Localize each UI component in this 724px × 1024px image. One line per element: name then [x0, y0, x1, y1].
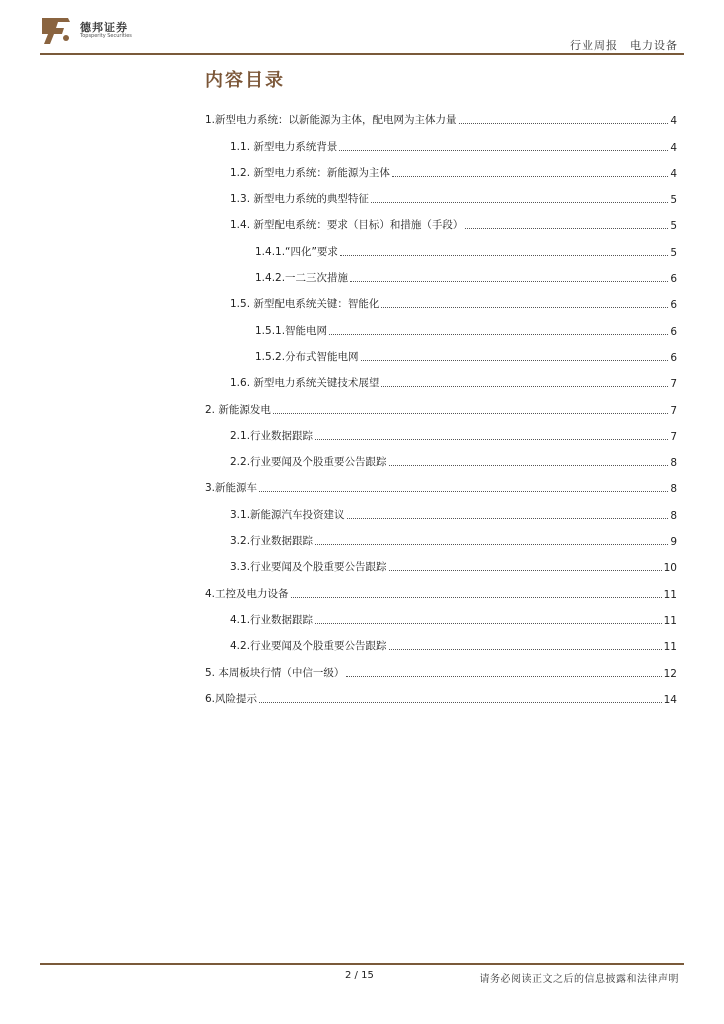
toc-entry-text: 2.2.行业要闻及个股重要公告跟踪 [230, 456, 387, 469]
toc-entry-page: 6 [670, 273, 677, 286]
toc-entry[interactable] [205, 338, 677, 364]
toc-leader-dots [259, 491, 668, 492]
toc-entry-page: 14 [663, 693, 677, 706]
toc-entry[interactable] [205, 232, 677, 258]
toc-entry-page: 6 [670, 325, 677, 338]
toc-leader-dots [346, 676, 661, 677]
toc-leader-dots [259, 702, 662, 703]
toc-entry-text: 1.5. 新型配电系统关键：智能化 [230, 298, 380, 311]
toc-entry[interactable] [205, 469, 677, 495]
toc-entry-text: 1.5.1.智能电网 [255, 324, 328, 337]
toc-entry[interactable] [205, 259, 677, 285]
toc-entry-text: 1.6. 新型电力系统关键技术展望 [230, 377, 380, 390]
toc-leader-dots [329, 334, 668, 335]
brand-subtitle: Topsperity Securities [80, 33, 132, 39]
toc-entry-page: 10 [663, 562, 677, 575]
toc-entry[interactable] [205, 127, 677, 153]
toc-entry-text: 1.4.2.一二三次措施 [255, 272, 349, 285]
toc-entry-text: 3.2.行业数据跟踪 [230, 535, 314, 548]
toc-leader-dots [389, 649, 662, 650]
toc-entry[interactable] [205, 154, 677, 180]
toc-entry[interactable] [205, 522, 677, 548]
toc-leader-dots [291, 597, 662, 598]
legal-disclaimer: 请务必阅读正文之后的信息披露和法律声明 [479, 974, 679, 985]
toc-entry-page: 7 [670, 404, 677, 417]
industry-label: 电力设备 [630, 39, 678, 52]
toc-entry-page: 4 [670, 141, 677, 154]
toc-leader-dots [381, 307, 668, 308]
toc-leader-dots [392, 176, 668, 177]
toc-leader-dots [315, 544, 668, 545]
toc-entry-page: 11 [663, 588, 677, 601]
toc-entry-text: 5. 本周板块行情（中信一级） [205, 666, 345, 679]
toc-leader-dots [339, 150, 668, 151]
toc-entry-page: 7 [670, 430, 677, 443]
toc-entry[interactable] [205, 180, 677, 206]
footer-divider [40, 963, 684, 965]
toc-leader-dots [381, 386, 668, 387]
toc-entry-text: 2. 新能源发电 [205, 403, 271, 416]
toc-entry-text: 3.1.新能源汽车投资建议 [230, 508, 345, 521]
toc-entry[interactable] [205, 285, 677, 311]
toc-entry[interactable] [205, 206, 677, 232]
toc-entry-page: 6 [670, 299, 677, 312]
toc-leader-dots [389, 465, 669, 466]
toc-entry[interactable] [205, 601, 677, 627]
toc-entry-page: 4 [670, 115, 677, 128]
toc-entry[interactable] [205, 548, 677, 574]
toc-entry-text: 2.1.行业数据跟踪 [230, 429, 314, 442]
toc-entry[interactable] [205, 574, 677, 600]
toc-entry-page: 5 [670, 246, 677, 259]
toc-entry[interactable] [205, 390, 677, 416]
toc-entry-page: 11 [663, 641, 677, 654]
toc-entry-page: 8 [670, 457, 677, 470]
toc-entry[interactable] [205, 680, 677, 706]
toc-entry[interactable] [205, 495, 677, 521]
toc-entry-page: 6 [670, 351, 677, 364]
page-indicator: 2 / 15 [345, 970, 374, 981]
toc-entry-text: 1.5.2.分布式智能电网 [255, 350, 359, 363]
toc-entry-page: 5 [670, 220, 677, 233]
toc-entry-page: 8 [670, 483, 677, 496]
report-type: 行业周报 [570, 39, 618, 52]
toc-leader-dots [315, 439, 668, 440]
brand-name: 德邦证券 [80, 21, 128, 34]
toc-entry-text: 1.3. 新型电力系统的典型特征 [230, 193, 369, 206]
table-of-contents [205, 101, 677, 706]
toc-entry-page: 4 [670, 167, 677, 180]
toc-entry-page: 7 [670, 378, 677, 391]
toc-entry-text: 1.4. 新型配电系统：要求（目标）和措施（手段） [230, 219, 464, 232]
toc-entry-page: 11 [663, 614, 677, 627]
toc-entry[interactable] [205, 627, 677, 653]
toc-leader-dots [465, 228, 668, 229]
toc-leader-dots [371, 202, 668, 203]
toc-entry-text: 4.1.行业数据跟踪 [230, 613, 314, 626]
toc-leader-dots [459, 123, 669, 124]
toc-leader-dots [347, 518, 669, 519]
toc-leader-dots [315, 623, 662, 624]
toc-entry-text: 6.风险提示 [205, 692, 258, 705]
toc-leader-dots [350, 281, 668, 282]
toc-title: 内容目录 [205, 70, 285, 91]
toc-entry[interactable] [205, 417, 677, 443]
toc-entry-page: 8 [670, 509, 677, 522]
toc-entry-text: 4.工控及电力设备 [205, 587, 289, 600]
toc-entry[interactable] [205, 101, 677, 127]
toc-leader-dots [273, 413, 668, 414]
toc-entry[interactable] [205, 311, 677, 337]
brand-mark-icon [40, 14, 74, 46]
header-divider [40, 53, 684, 55]
company-logo [40, 14, 140, 46]
toc-entry-text: 4.2.行业要闻及个股重要公告跟踪 [230, 640, 387, 653]
toc-entry-text: 1.4.1.“四化”要求 [255, 245, 338, 258]
toc-entry-text: 1.新型电力系统：以新能源为主体，配电网为主体力量 [205, 114, 457, 127]
toc-entry-text: 1.2. 新型电力系统：新能源为主体 [230, 166, 390, 179]
report-category [570, 37, 678, 53]
toc-entry-page: 9 [670, 536, 677, 549]
toc-entry[interactable] [205, 653, 677, 679]
toc-entry-text: 3.新能源车 [205, 482, 258, 495]
toc-entry-text: 1.1. 新型电力系统背景 [230, 140, 338, 153]
toc-entry[interactable] [205, 364, 677, 390]
toc-leader-dots [389, 570, 662, 571]
toc-leader-dots [340, 255, 668, 256]
toc-leader-dots [361, 360, 669, 361]
toc-entry-text: 3.3.行业要闻及个股重要公告跟踪 [230, 561, 387, 574]
toc-entry-page: 12 [663, 667, 677, 680]
toc-entry[interactable] [205, 443, 677, 469]
toc-entry-page: 5 [670, 194, 677, 207]
